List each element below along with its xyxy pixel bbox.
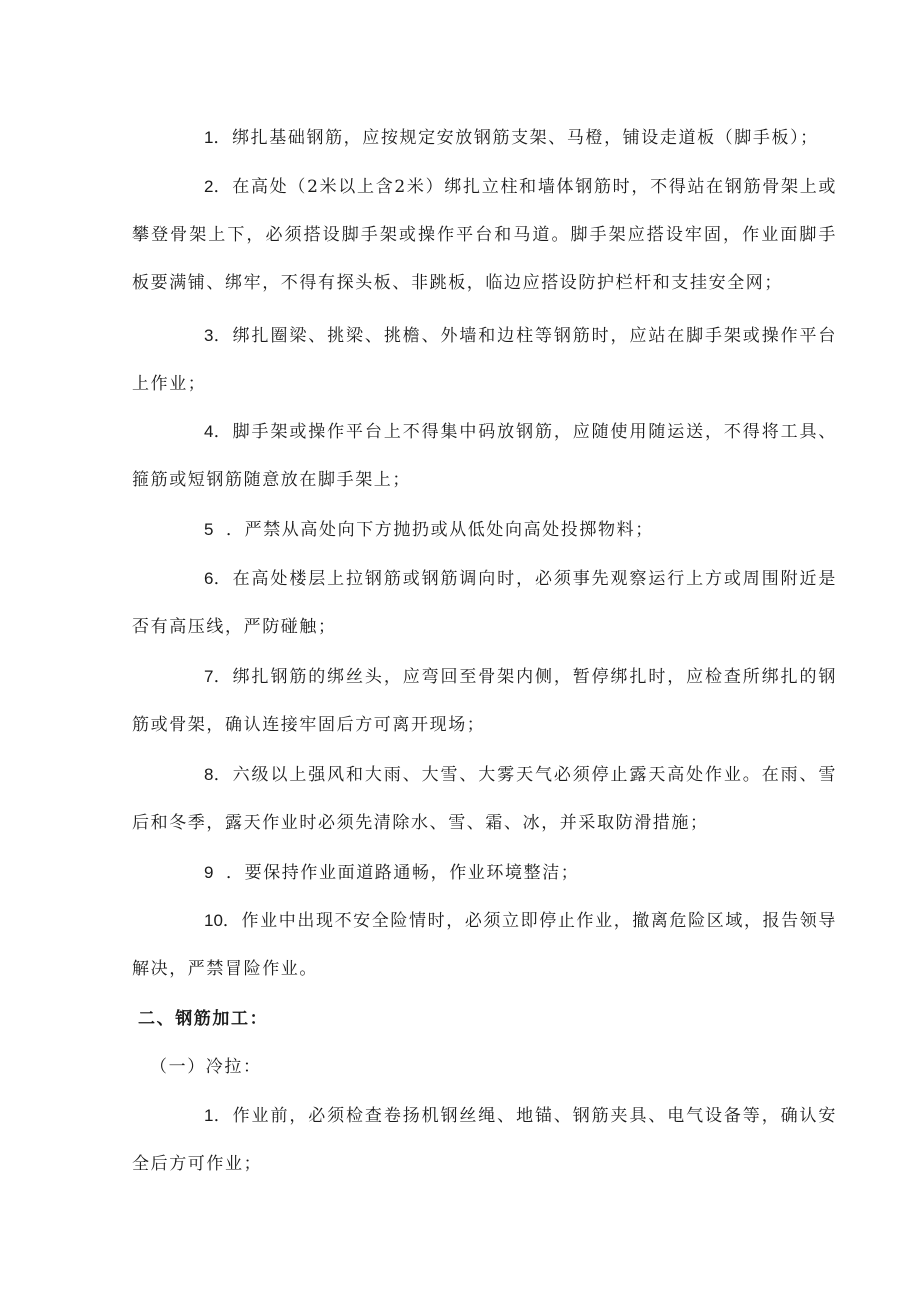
list-item: [132, 408, 837, 504]
item-number: 7: [204, 667, 214, 686]
item-text: ．作业中出现不安全险情时，必须立即停止作业，撤离危险区域，报告领导解决，严禁冒险作业。: [132, 911, 837, 979]
item-text: ．六级以上强风和大雨、大雪、大雾天气必须停止露天高处作业。在雨、雪后和冬季，露天作业时必须先清除水、雪、霜、冰，并采取防滑措施；: [132, 765, 837, 833]
item-number: 1: [204, 128, 214, 147]
list-item: [132, 751, 837, 847]
item-number: 6: [204, 569, 214, 588]
item-text: ．绑扎基础钢筋，应按规定安放钢筋支架、马橙，铺设走道板（脚手板）；: [213, 128, 819, 148]
item-number: 8: [204, 765, 214, 784]
list-item: [132, 897, 837, 993]
item-number: 4: [204, 422, 214, 441]
list-item: [132, 849, 837, 897]
section-heading: 二、钢筋加工：: [138, 1009, 269, 1029]
item-text: ．绑扎钢筋的绑丝头，应弯回至骨架内侧，暂停绑扎时，应检查所绑扎的钢筋或骨架，确认连接牢固后方可离开现场；: [132, 667, 837, 735]
item-text: ．在高处（2米以上含2米）绑扎立柱和墙体钢筋时，不得站在钢筋骨架上或攀登骨架上下，必须搭设脚手架或操作平台和马道。脚手架应搭设牢固，作业面脚手板要满铺、绑牢，不得有探头板、非跳板，临边应搭设防护栏杆和支挂安全网；: [132, 177, 837, 293]
list-item: [132, 312, 837, 408]
item-text: ．要保持作业面道路通畅，作业环境整洁；: [226, 863, 580, 883]
item-text: ．绑扎圈梁、挑梁、挑檐、外墙和边柱等钢筋时，应站在脚手架或操作平台上作业；: [132, 326, 837, 394]
item-text: ．作业前，必须检查卷扬机钢丝绳、地锚、钢筋夹具、电气设备等，确认安全后方可作业；: [132, 1106, 837, 1174]
item-text: ．脚手架或操作平台上不得集中码放钢筋，应随使用随运送，不得将工具、箍筋或短钢筋随意放在脚手架上；: [132, 422, 837, 490]
list-item: [132, 114, 837, 162]
list-item: [132, 163, 837, 307]
item-text: ．在高处楼层上拉钢筋或钢筋调向时，必须事先观察运行上方或周围附近是否有高压线，严防碰触；: [132, 569, 837, 637]
item-number: 1: [204, 1106, 214, 1125]
list-item: [132, 506, 837, 554]
subsection-heading: （一）冷拉：: [150, 1057, 262, 1077]
list-item: [132, 1092, 837, 1188]
list-item: [132, 653, 837, 749]
item-number: 5: [204, 520, 214, 539]
item-number: 10: [204, 911, 223, 930]
item-number: 3: [204, 326, 214, 345]
item-text: ．严禁从高处向下方抛扔或从低处向高处投掷物料；: [226, 520, 654, 540]
list-item: [132, 555, 837, 651]
item-number: 9: [204, 863, 214, 882]
item-number: 2: [204, 177, 214, 196]
